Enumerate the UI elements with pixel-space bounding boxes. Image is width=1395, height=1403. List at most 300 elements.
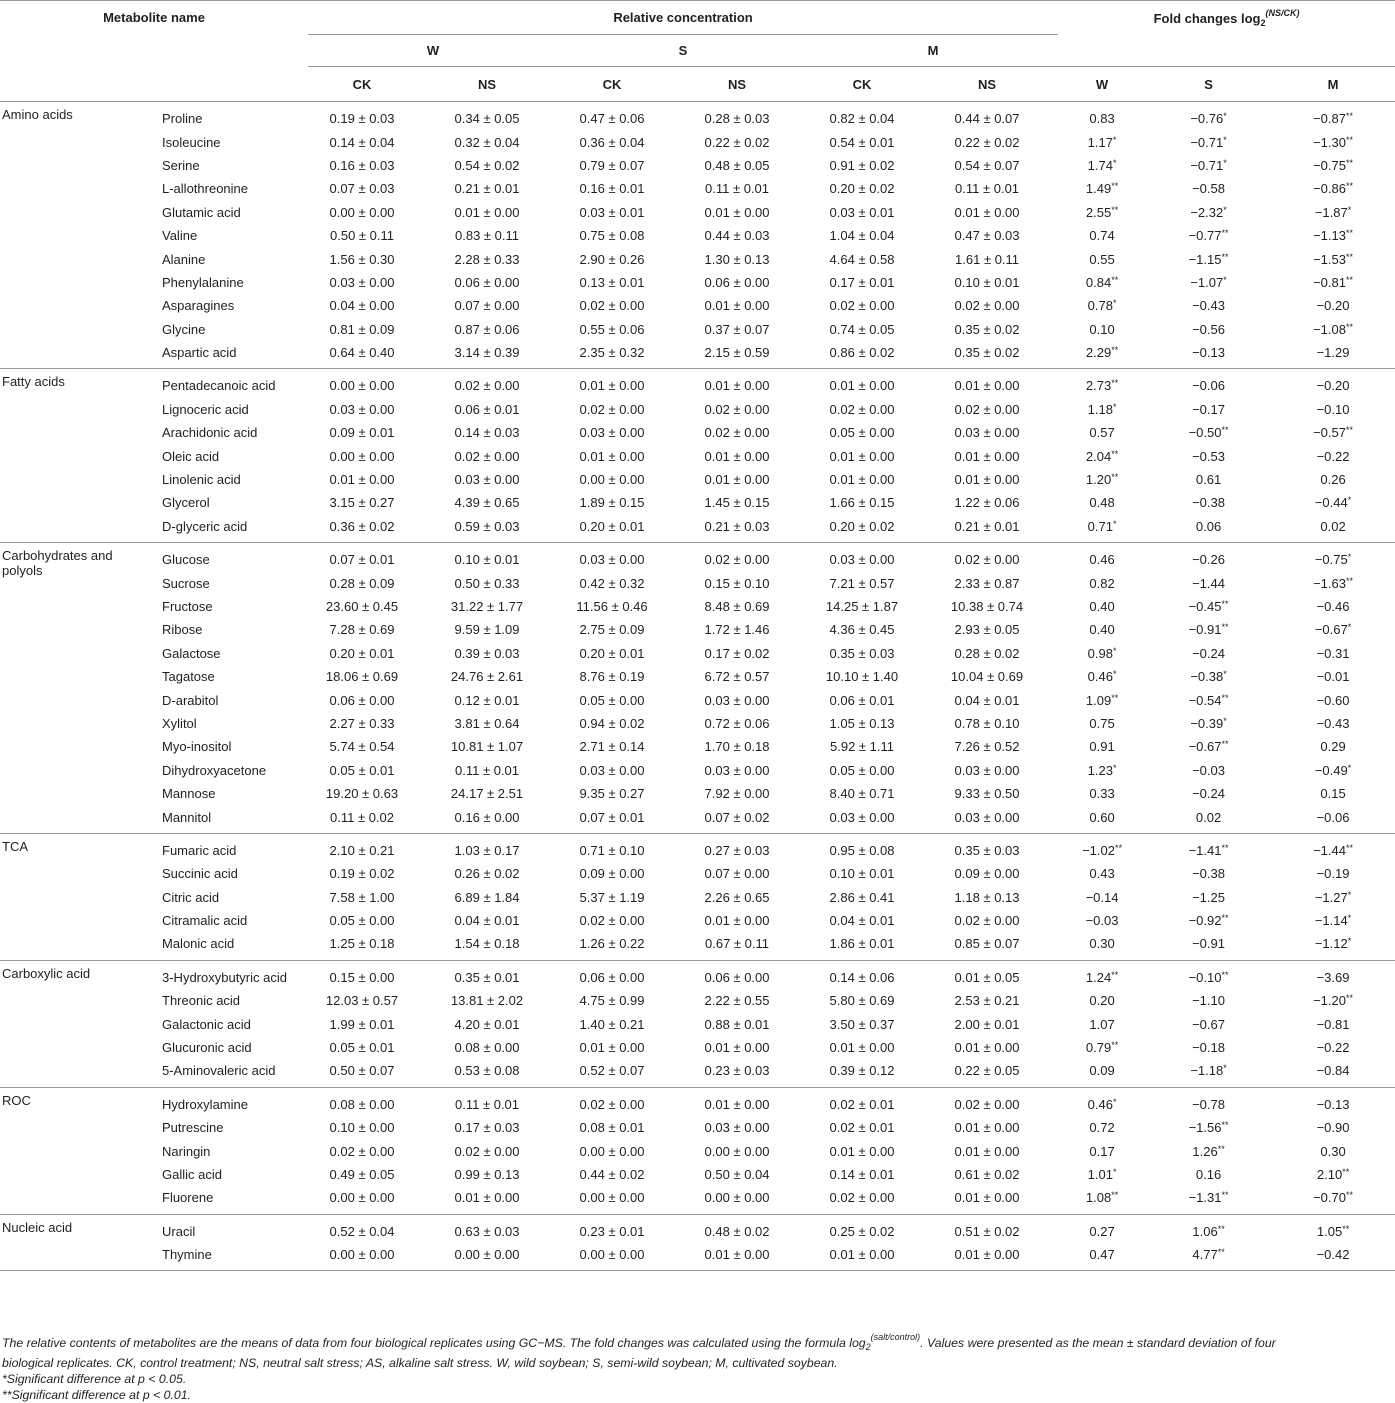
concentration-value: 0.03 ± 0.00	[704, 1120, 770, 1136]
group-label: ROC	[0, 1087, 150, 1214]
fold-change-value: −1.13**	[1313, 228, 1353, 244]
concentration-value: 0.11 ± 0.02	[308, 805, 416, 833]
concentration-value: 0.09 ± 0.00	[954, 866, 1020, 882]
footnote-significance-2: **Significant difference at p < 0.01.	[2, 1388, 192, 1402]
fold-change-value: −0.56	[1192, 321, 1225, 337]
fold-change-value: −0.60	[1316, 692, 1350, 708]
fold-change-value: 1.26**	[1192, 1143, 1225, 1159]
table-row	[0, 318, 1395, 341]
fold-change-value: 2.10**	[1316, 1166, 1350, 1182]
group-label: TCA	[0, 833, 150, 960]
fold-change-value: 1.01*	[1087, 1166, 1117, 1182]
concentration-value: 0.20 ± 0.02	[808, 515, 916, 543]
concentration-value: 0.06 ± 0.00	[704, 969, 770, 985]
concentration-value: 1.56 ± 0.30	[329, 251, 395, 267]
concentration-value: 0.02 ± 0.00	[579, 1096, 645, 1112]
concentration-value: 0.20 ± 0.01	[579, 645, 645, 661]
concentration-value: 10.38 ± 0.74	[950, 599, 1024, 614]
concentration-value: 0.01 ± 0.00	[829, 1143, 895, 1159]
concentration-value: 2.75 ± 0.09	[579, 622, 645, 638]
table-row	[0, 543, 1395, 572]
concentration-value: 0.03 ± 0.00	[579, 762, 645, 778]
concentration-value: 0.01 ± 0.05	[954, 969, 1020, 985]
concentration-value: 0.05 ± 0.01	[329, 762, 395, 778]
concentration-value: 0.83 ± 0.11	[455, 228, 520, 244]
fold-change-value: −1.44	[1192, 575, 1225, 591]
concentration-value: 10.10 ± 1.40	[825, 669, 899, 685]
concentration-value: 0.01 ± 0.00	[829, 1040, 895, 1056]
concentration-value: 0.72 ± 0.06	[704, 715, 770, 731]
concentration-value: 0.03 ± 0.00	[954, 425, 1020, 441]
metabolite-name: Sucrose	[162, 575, 210, 591]
fold-change-value: 2.55**	[1085, 204, 1119, 220]
table-row	[0, 398, 1395, 421]
fold-change-value: −0.53	[1192, 448, 1225, 464]
concentration-value: 0.05 ± 0.00	[829, 425, 895, 441]
fold-change-value: 1.24**	[1085, 969, 1119, 985]
fold-change-value: −0.38	[1192, 495, 1225, 511]
concentration-value: 0.07 ± 0.03	[329, 181, 395, 197]
table-row	[0, 294, 1395, 317]
table-row	[0, 805, 1395, 833]
concentration-value: 0.95 ± 0.08	[829, 842, 895, 858]
concentration-value: 0.08 ± 0.00	[454, 1040, 520, 1056]
concentration-value: 8.48 ± 0.69	[704, 599, 770, 614]
fold-change-value: 0.46*	[1087, 1096, 1117, 1112]
fold-change-value: −0.71*	[1190, 157, 1227, 173]
metabolite-name: Naringin	[162, 1143, 211, 1159]
table-row	[0, 1214, 1395, 1243]
concentration-value: 0.20 ± 0.02	[829, 181, 895, 197]
metabolite-name: Arachidonic acid	[162, 425, 258, 441]
concentration-value: 1.05 ± 0.13	[829, 715, 895, 731]
fold-change-value: 0.16	[1195, 1166, 1222, 1182]
concentration-value: 0.59 ± 0.03	[416, 515, 558, 543]
fold-change-value: 0.46*	[1087, 669, 1117, 685]
concentration-value: 0.14 ± 0.01	[829, 1166, 895, 1182]
concentration-value: 0.20 ± 0.01	[329, 645, 395, 661]
concentration-value: 0.06 ± 0.01	[454, 401, 520, 417]
concentration-value: 10.04 ± 0.69	[950, 669, 1024, 685]
concentration-value: 0.01 ± 0.00	[954, 378, 1020, 394]
concentration-value: 1.72 ± 1.46	[704, 622, 770, 638]
fold-change-value: −2.32*	[1190, 204, 1227, 220]
concentration-value: 0.21 ± 0.03	[666, 515, 808, 543]
concentration-value: 0.14 ± 0.03	[454, 425, 520, 441]
fold-change-value: −0.91	[1146, 932, 1271, 960]
concentration-value: 8.76 ± 0.19	[579, 669, 645, 685]
concentration-value: 0.28 ± 0.03	[704, 111, 770, 127]
table-row	[0, 909, 1395, 932]
table-row	[0, 491, 1395, 514]
concentration-value: 0.04 ± 0.00	[329, 298, 395, 314]
concentration-value: 0.35 ± 0.01	[454, 969, 520, 985]
table-row	[0, 1059, 1395, 1087]
concentration-value: 0.01 ± 0.00	[416, 1186, 558, 1214]
concentration-value: 0.02 ± 0.00	[329, 1143, 395, 1159]
concentration-value: 4.36 ± 0.45	[829, 622, 895, 638]
header-treatment: CK	[808, 67, 916, 102]
metabolite-name: Oleic acid	[162, 448, 220, 464]
metabolite-name: Lignoceric acid	[162, 401, 249, 417]
concentration-value: 7.28 ± 0.69	[329, 622, 395, 638]
fold-change-value: −0.71*	[1190, 134, 1227, 150]
fold-change-value: −0.58	[1192, 181, 1225, 197]
metabolite-name: Glycine	[162, 321, 206, 337]
concentration-value: 2.90 ± 0.26	[579, 251, 645, 267]
fold-change-value: 0.79**	[1085, 1040, 1119, 1056]
concentration-value: 0.01 ± 0.00	[666, 1243, 808, 1271]
metabolite-name: Putrescine	[162, 1120, 224, 1136]
fold-change-value: 0.43	[1089, 866, 1115, 882]
table-row	[0, 224, 1395, 247]
fold-change-value: −1.12*	[1271, 932, 1395, 960]
fold-change-value: −0.06	[1271, 805, 1395, 833]
concentration-value: 0.00 ± 0.00	[329, 378, 395, 394]
concentration-value: 0.01 ± 0.00	[954, 1040, 1020, 1056]
concentration-value: 0.04 ± 0.01	[454, 913, 520, 929]
concentration-value: 0.02 ± 0.00	[954, 913, 1020, 929]
metabolite-name: Xylitol	[162, 715, 197, 731]
table-row	[0, 130, 1395, 153]
table-row	[0, 1116, 1395, 1139]
fold-change-value: −0.06	[1192, 378, 1225, 394]
concentration-value: 0.08 ± 0.01	[579, 1120, 645, 1136]
concentration-value: 0.21 ± 0.01	[916, 515, 1058, 543]
metabolite-name: Alanine	[162, 251, 206, 267]
fold-change-value: −0.38	[1192, 866, 1225, 882]
fold-change-value: −0.90	[1316, 1120, 1350, 1136]
concentration-value: 0.00 ± 0.00	[579, 472, 645, 488]
table-row	[0, 247, 1395, 270]
concentration-value: 0.02 ± 0.00	[829, 298, 895, 314]
fold-change-value: 0.15	[1320, 786, 1346, 802]
concentration-value: 0.00 ± 0.00	[329, 204, 395, 220]
metabolite-name: 3-Hydroxybutyric acid	[162, 969, 287, 985]
fold-change-value: 0.98*	[1087, 645, 1117, 661]
concentration-value: 0.39 ± 0.12	[808, 1059, 916, 1087]
fold-change-value: 0.48	[1089, 495, 1115, 511]
concentration-value: 23.60 ± 0.45	[325, 599, 399, 614]
concentration-value: 10.81 ± 1.07	[450, 739, 524, 755]
concentration-value: 0.20 ± 0.01	[558, 515, 666, 543]
table-row	[0, 886, 1395, 909]
concentration-value: 5.74 ± 0.54	[329, 739, 395, 755]
concentration-value: 1.25 ± 0.18	[308, 932, 416, 960]
concentration-value: 2.26 ± 0.65	[704, 889, 770, 905]
fold-change-value: 0.06	[1146, 515, 1271, 543]
fold-change-value: −1.20**	[1313, 993, 1353, 1009]
concentration-value: 0.23 ± 0.03	[666, 1059, 808, 1087]
table-row	[0, 688, 1395, 711]
fold-change-value: −0.19	[1316, 866, 1350, 882]
concentration-value: 7.58 ± 1.00	[329, 889, 395, 905]
concentration-value: 0.01 ± 0.00	[579, 1040, 645, 1056]
concentration-value: 0.17 ± 0.03	[454, 1120, 520, 1136]
concentration-value: 0.02 ± 0.00	[454, 378, 520, 394]
fold-change-value: 0.72	[1089, 1120, 1115, 1136]
fold-change-value: −1.10	[1192, 993, 1225, 1009]
fold-change-value: −1.41**	[1188, 842, 1229, 858]
concentration-value: 0.47 ± 0.03	[954, 228, 1020, 244]
fold-change-value: 0.61	[1195, 472, 1222, 488]
table-row	[0, 932, 1395, 960]
fold-change-value: 0.29	[1320, 739, 1346, 755]
concentration-value: 0.23 ± 0.01	[579, 1223, 645, 1239]
concentration-value: 0.01 ± 0.00	[704, 913, 770, 929]
concentration-value: 0.05 ± 0.01	[329, 1040, 395, 1056]
concentration-value: 0.02 ± 0.00	[454, 1143, 520, 1159]
concentration-value: 0.00 ± 0.00	[579, 1143, 645, 1159]
concentration-value: 0.48 ± 0.02	[704, 1223, 770, 1239]
concentration-value: 0.79 ± 0.07	[579, 157, 645, 173]
concentration-value: 0.19 ± 0.03	[329, 111, 395, 127]
table-row	[0, 1012, 1395, 1035]
concentration-value: 0.02 ± 0.00	[808, 1186, 916, 1214]
fold-change-value: −0.13	[1316, 1096, 1350, 1112]
concentration-value: 0.19 ± 0.02	[329, 866, 395, 882]
fold-change-value: −0.42	[1271, 1243, 1395, 1271]
fold-change-value: −1.18*	[1146, 1059, 1271, 1087]
concentration-value: 0.61 ± 0.02	[954, 1166, 1020, 1182]
concentration-value: 0.54 ± 0.01	[829, 134, 895, 150]
concentration-value: 0.06 ± 0.01	[829, 692, 895, 708]
fold-change-value: −0.46	[1316, 599, 1350, 614]
fold-change-value: −0.67*	[1314, 622, 1352, 638]
fold-change-value: −0.31	[1316, 645, 1350, 661]
fold-change-value: 4.77**	[1146, 1243, 1271, 1271]
concentration-value: 11.56 ± 0.46	[576, 599, 648, 614]
metabolite-name: Mannitol	[150, 805, 308, 833]
concentration-value: 18.06 ± 0.69	[325, 669, 399, 685]
concentration-value: 0.01 ± 0.00	[704, 448, 770, 464]
concentration-value: 0.17 ± 0.02	[704, 645, 770, 661]
concentration-value: 0.75 ± 0.08	[579, 228, 645, 244]
concentration-value: 0.35 ± 0.02	[954, 321, 1020, 337]
fold-change-value: −0.86**	[1313, 181, 1353, 197]
fold-change-value: 1.74*	[1087, 157, 1117, 173]
fold-change-value: 0.26	[1320, 472, 1346, 488]
concentration-value: 0.03 ± 0.00	[704, 762, 770, 778]
concentration-value: 0.55 ± 0.06	[579, 321, 645, 337]
concentration-value: 8.40 ± 0.71	[829, 786, 895, 802]
concentration-value: 0.01 ± 0.00	[916, 1243, 1058, 1271]
concentration-value: 0.03 ± 0.00	[329, 401, 395, 417]
concentration-value: 0.01 ± 0.00	[829, 472, 895, 488]
fold-change-value: 0.40	[1089, 622, 1115, 638]
fold-change-value: −0.75*	[1314, 552, 1352, 568]
fold-change-value: −0.26	[1192, 552, 1225, 568]
fold-change-value: −0.10**	[1188, 969, 1229, 985]
fold-change-value: −0.75**	[1313, 157, 1353, 173]
concentration-value: 0.36 ± 0.04	[579, 134, 645, 150]
concentration-value: 0.00 ± 0.00	[558, 1186, 666, 1214]
concentration-value: 0.82 ± 0.04	[829, 111, 895, 127]
concentration-value: 1.04 ± 0.04	[829, 228, 895, 244]
concentration-value: 0.03 ± 0.00	[954, 762, 1020, 778]
fold-change-value: 1.18*	[1087, 401, 1117, 417]
fold-change-value: 0.20	[1089, 993, 1115, 1009]
concentration-value: 0.10 ± 0.01	[454, 552, 520, 568]
fold-change-value: −0.38*	[1190, 669, 1227, 685]
fold-change-value: 0.57	[1089, 425, 1115, 441]
concentration-value: 0.03 ± 0.01	[829, 204, 895, 220]
header-metabolite-name: Metabolite name	[0, 1, 308, 35]
fold-change-value: −0.77**	[1188, 228, 1229, 244]
concentration-value: 0.01 ± 0.00	[454, 204, 520, 220]
concentration-value: 0.06 ± 0.00	[579, 969, 645, 985]
group-label: Carbohydrates and polyols	[0, 543, 150, 834]
concentration-value: 9.33 ± 0.50	[954, 786, 1020, 802]
concentration-value: 0.10 ± 0.01	[954, 274, 1020, 290]
header-fc-col: S	[1146, 67, 1271, 102]
header-treatment: CK	[308, 67, 416, 102]
table-row	[0, 735, 1395, 758]
concentration-value: 0.07 ± 0.00	[454, 298, 520, 314]
group-label: Amino acids	[0, 102, 150, 369]
fold-change-value: 2.04**	[1085, 448, 1119, 464]
concentration-value: 0.16 ± 0.00	[416, 805, 558, 833]
group-label: Fatty acids	[0, 369, 150, 543]
concentration-value: 0.44 ± 0.07	[954, 111, 1020, 127]
concentration-value: 0.03 ± 0.00	[579, 425, 645, 441]
concentration-value: 0.42 ± 0.32	[579, 575, 645, 591]
concentration-value: 0.71 ± 0.10	[579, 842, 645, 858]
concentration-value: 0.01 ± 0.00	[829, 378, 895, 394]
table-row	[0, 201, 1395, 224]
metabolite-name: Pentadecanoic acid	[162, 378, 276, 394]
concentration-value: 0.00 ± 0.00	[558, 1243, 666, 1271]
fold-change-value: 0.84**	[1085, 274, 1119, 290]
concentration-value: 3.14 ± 0.39	[416, 341, 558, 369]
concentration-value: 2.15 ± 0.59	[666, 341, 808, 369]
metabolite-name: L-allothreonine	[162, 181, 249, 197]
fold-change-value: 1.49**	[1085, 181, 1119, 197]
fold-change-value: −1.31**	[1146, 1186, 1271, 1214]
fold-change-value: 0.55	[1089, 251, 1115, 267]
fold-change-value: 1.17*	[1087, 134, 1117, 150]
concentration-value: 0.14 ± 0.06	[829, 969, 895, 985]
concentration-value: 5.80 ± 0.69	[829, 993, 895, 1009]
concentration-value: 0.54 ± 0.02	[454, 157, 520, 173]
table-row	[0, 1087, 1395, 1116]
table-body	[0, 102, 1395, 1271]
fold-change-value: 1.20**	[1085, 472, 1119, 488]
concentration-value: 0.09 ± 0.00	[579, 866, 645, 882]
fold-change-value: 1.08**	[1058, 1186, 1146, 1214]
header-treatment: NS	[416, 67, 558, 102]
metabolite-name: Phenylalanine	[162, 274, 244, 290]
concentration-value: 1.03 ± 0.17	[454, 842, 520, 858]
metabolite-name: Succinic acid	[162, 866, 238, 882]
metabolite-name: Asparagines	[162, 298, 235, 314]
fold-change-value: −3.69	[1316, 969, 1350, 985]
concentration-value: 2.35 ± 0.32	[558, 341, 666, 369]
concentration-value: 0.50 ± 0.04	[704, 1166, 770, 1182]
concentration-value: 0.21 ± 0.01	[454, 181, 520, 197]
metabolite-name: Gallic acid	[162, 1166, 222, 1182]
concentration-value: 0.50 ± 0.07	[308, 1059, 416, 1087]
table-row	[0, 369, 1395, 398]
footnote-main: The relative contents of metabolites are the means of data from four biological replicates using GC−MS. The fold changes was calculated using the formula $\log_2^{(salt/control)}$. Values were presented as the mean ± standard deviation of four biological replicates. CK, control treatment; NS, neutral salt stress; AS, alkaline salt stress. W, wild soybean; S, semi-wild soybean; M, cultivated soybean.	[2, 1332, 1276, 1370]
table-row	[0, 571, 1395, 594]
concentration-value: 0.05 ± 0.00	[579, 692, 645, 708]
concentration-value: 0.14 ± 0.04	[329, 134, 395, 150]
concentration-value: 0.26 ± 0.02	[454, 866, 520, 882]
concentration-value: 0.05 ± 0.00	[829, 762, 895, 778]
concentration-value: 1.26 ± 0.22	[558, 932, 666, 960]
concentration-value: 0.01 ± 0.00	[704, 1096, 770, 1112]
concentration-value: 0.63 ± 0.03	[454, 1223, 520, 1239]
concentration-value: 31.22 ± 1.77	[450, 599, 524, 614]
fold-change-value: −0.50**	[1188, 425, 1229, 441]
concentration-value: 1.22 ± 0.06	[954, 495, 1020, 511]
fold-change-value: −0.03	[1192, 762, 1225, 778]
fold-change-value: 0.91	[1089, 739, 1115, 755]
fold-change-value: −0.54**	[1188, 692, 1229, 708]
concentration-value: 2.00 ± 0.01	[954, 1016, 1020, 1032]
fold-change-value: 0.40	[1089, 599, 1115, 614]
concentration-value: 3.15 ± 0.27	[329, 495, 395, 511]
table-row	[0, 1163, 1395, 1186]
metabolite-name: Valine	[162, 228, 198, 244]
fold-change-value: −0.20	[1316, 298, 1350, 314]
concentration-value: 0.36 ± 0.02	[308, 515, 416, 543]
concentration-value: 0.11 ± 0.01	[455, 1096, 520, 1112]
concentration-value: 13.81 ± 2.02	[450, 993, 524, 1009]
fold-change-value: 0.46	[1089, 552, 1115, 568]
concentration-value: 0.01 ± 0.00	[704, 378, 770, 394]
concentration-value: 0.02 ± 0.00	[579, 401, 645, 417]
metabolite-name: Ribose	[162, 622, 203, 638]
concentration-value: 0.02 ± 0.00	[704, 552, 770, 568]
concentration-value: 2.27 ± 0.33	[329, 715, 395, 731]
concentration-value: 0.09 ± 0.01	[329, 425, 395, 441]
concentration-value: 0.02 ± 0.01	[829, 1120, 895, 1136]
concentration-value: 0.02 ± 0.00	[704, 425, 770, 441]
concentration-value: 0.07 ± 0.02	[666, 805, 808, 833]
fold-change-value: −1.27*	[1314, 889, 1352, 905]
fold-change-value: 2.73**	[1085, 378, 1119, 394]
concentration-value: 0.11 ± 0.01	[955, 181, 1020, 197]
concentration-value: 0.01 ± 0.00	[704, 1040, 770, 1056]
metabolite-name: Fructose	[162, 599, 213, 614]
concentration-value: 4.75 ± 0.99	[579, 993, 645, 1009]
concentration-value: 0.15 ± 0.10	[704, 575, 770, 591]
concentration-value: 2.10 ± 0.21	[329, 842, 395, 858]
fold-change-value: −1.56**	[1188, 1120, 1229, 1136]
concentration-value: 0.44 ± 0.03	[704, 228, 770, 244]
fold-change-value: −0.87**	[1313, 111, 1353, 127]
metabolite-name: Tagatose	[162, 669, 215, 685]
fold-change-value: 1.23*	[1087, 762, 1117, 778]
concentration-value: 0.37 ± 0.07	[704, 321, 770, 337]
table-row	[0, 989, 1395, 1012]
table-row	[0, 421, 1395, 444]
concentration-value: 3.81 ± 0.64	[454, 715, 520, 731]
concentration-value: 0.00 ± 0.00	[308, 1186, 416, 1214]
concentration-value: 7.26 ± 0.52	[954, 739, 1020, 755]
table-row	[0, 177, 1395, 200]
metabolite-name: Fumaric acid	[162, 842, 237, 858]
concentration-value: 0.50 ± 0.33	[454, 575, 520, 591]
concentration-value: 0.85 ± 0.07	[916, 932, 1058, 960]
metabolite-name: Glycerol	[162, 495, 210, 511]
fold-change-value: 0.78*	[1087, 298, 1117, 314]
concentration-value: 4.64 ± 0.58	[829, 251, 895, 267]
concentration-value: 7.92 ± 0.00	[704, 786, 770, 802]
header-treatment: CK	[558, 67, 666, 102]
